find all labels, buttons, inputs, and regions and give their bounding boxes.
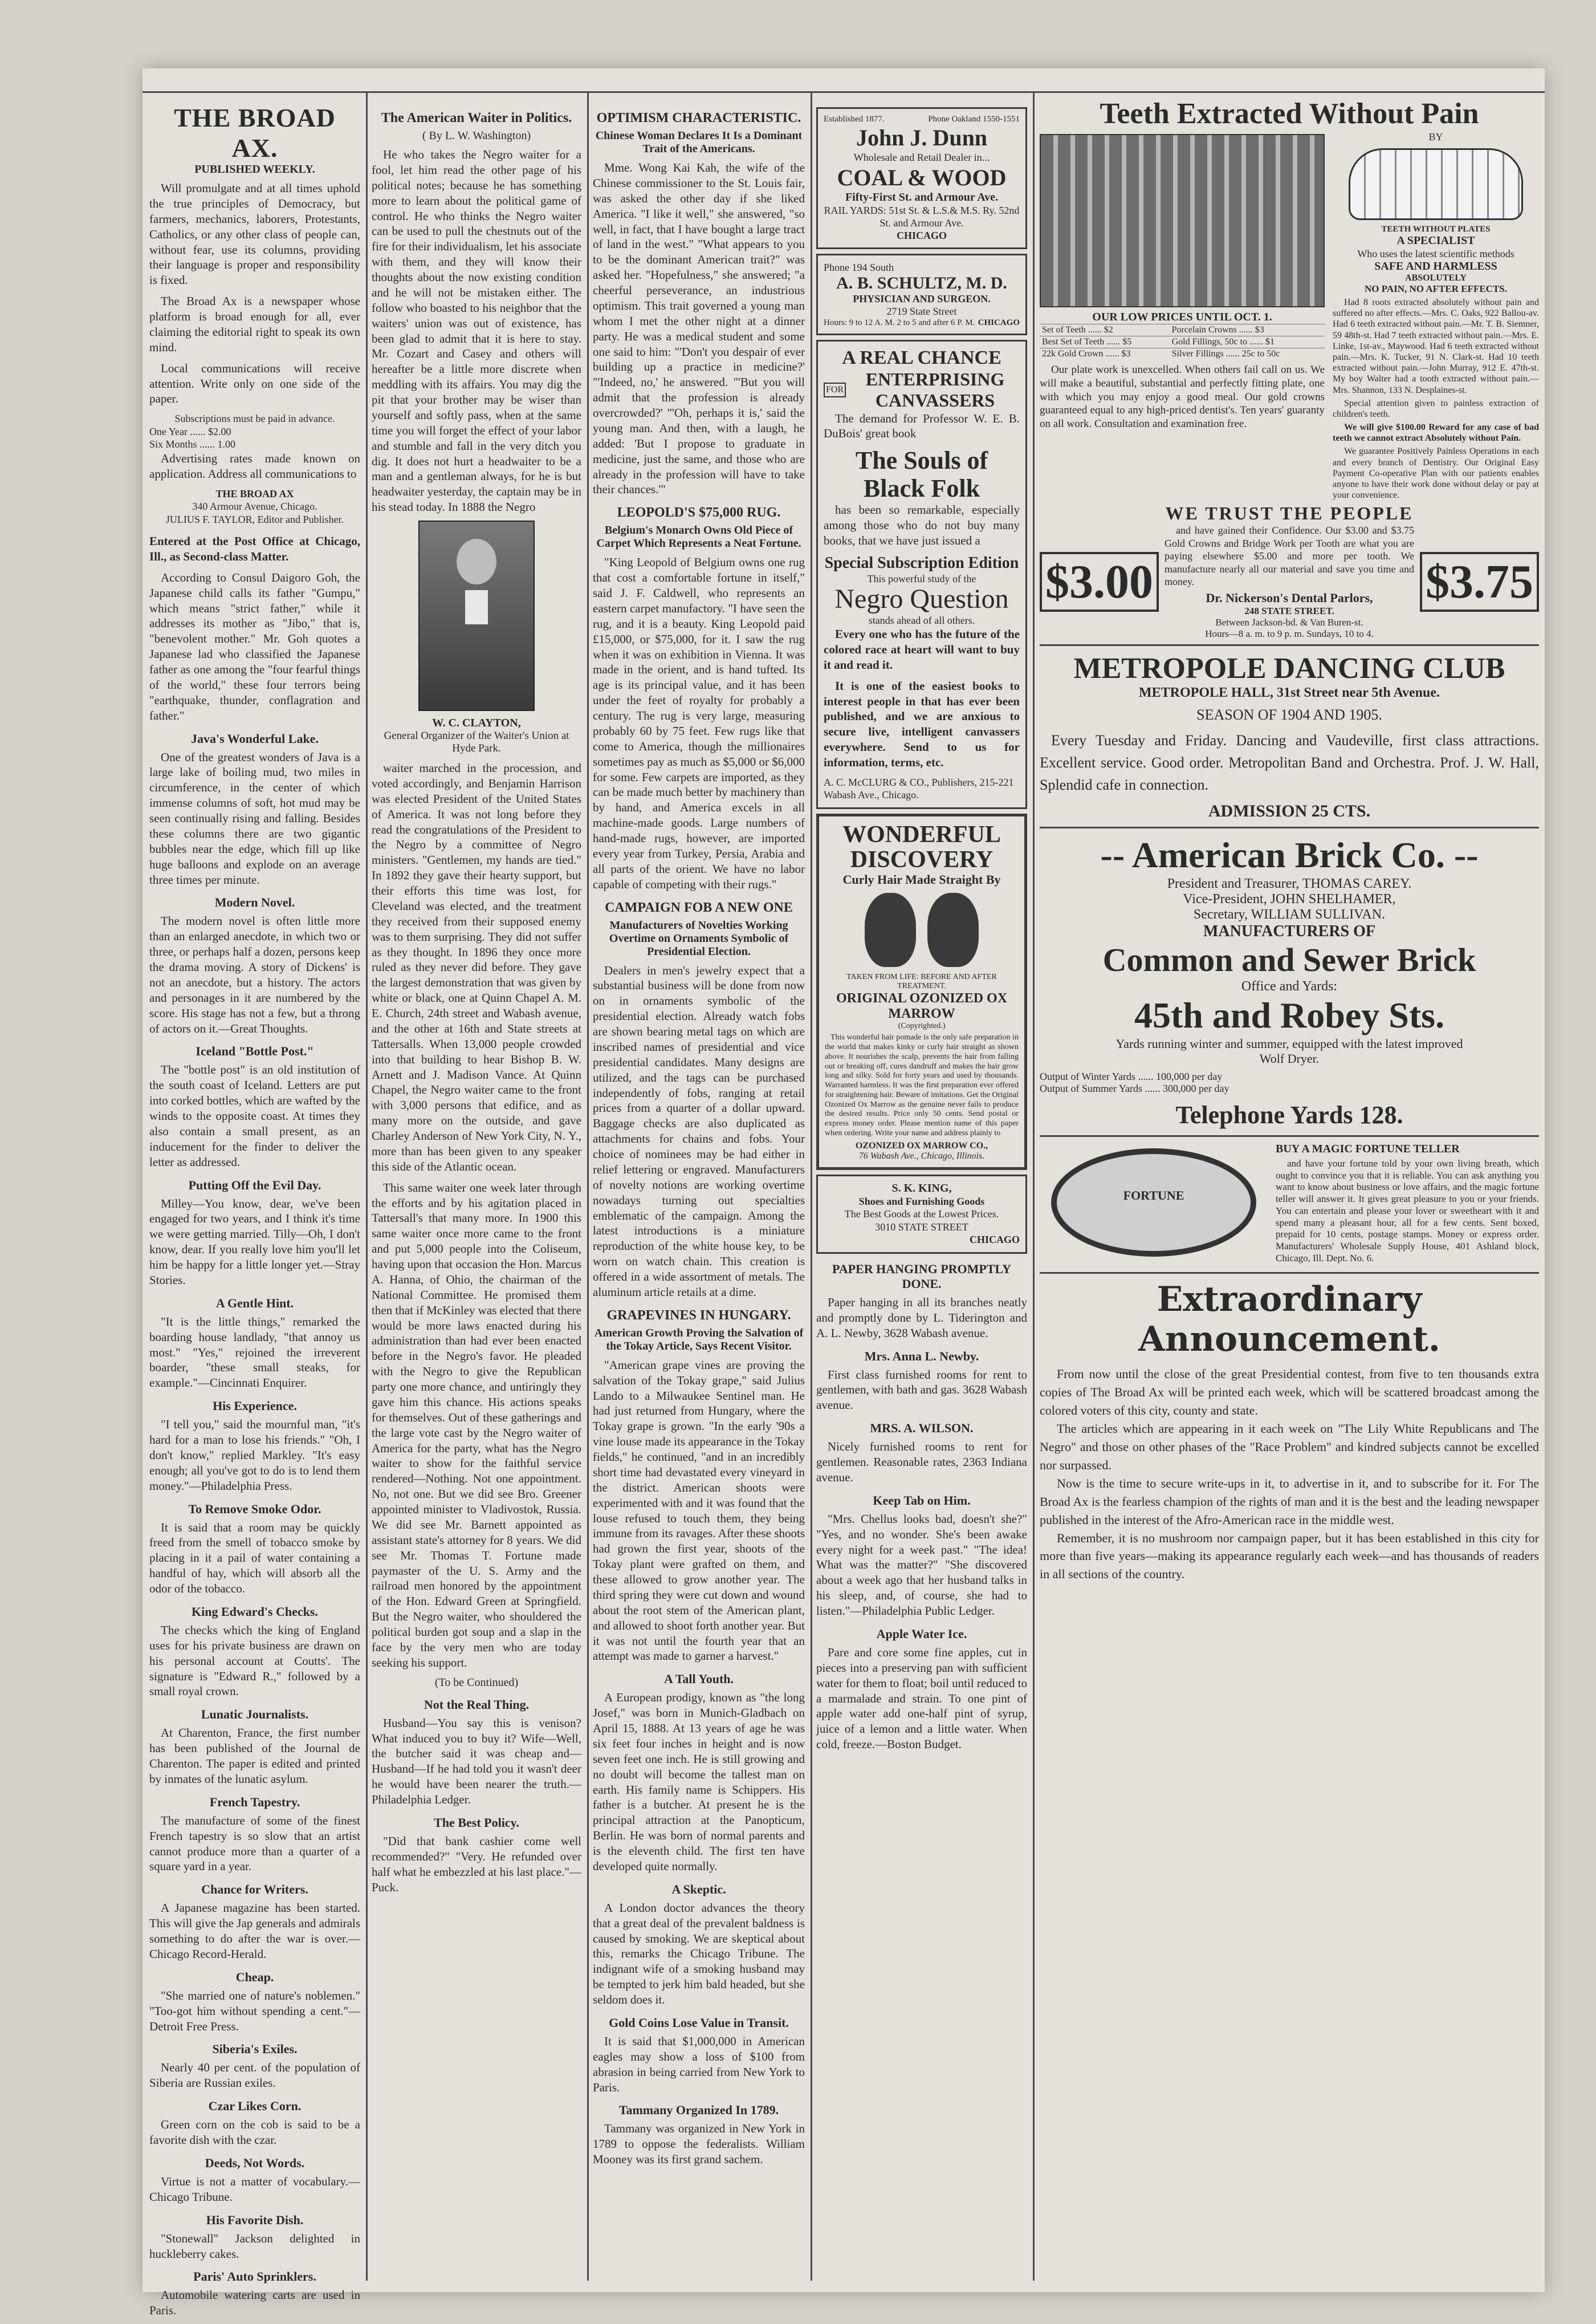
article-skeptic: A London doctor advances the theory that a great deal of the prevalent baldness is caused by smoking. We are skeptical about this, remarks the Chicago Tribune. The indignant wife of a smoking husband may be tempted to jerk him bald headed, but she seldom does it.: [593, 1900, 805, 2006]
article-evil: Milley—You know, dear, we've been engaged for two years, and I think it's time we were getting married. Tilly—Oh, I don't know, dear. If you really love him you'll let him be happy for a little longer yet.—Stray Stories.: [149, 1196, 360, 1287]
article-goh: According to Consul Daigoro Goh, the Japanese child calls its father "Gumpu," which means "strict father," while it addresses its mother as "Jibo," that is, "benevolent mother." Mr. Goh quotes a Japanese lad who classified the Japanese father as one among the "four fearful things of the world," these four terrors being "earthquake, thunder, conflagration and father.": [149, 570, 360, 722]
top-rule: [142, 91, 1545, 93]
teeth-uses: Who uses the latest scientific methods: [1357, 247, 1514, 259]
newspaper-page: [142, 68, 1545, 2318]
announcement-p1: From now until the close of the great Presidential contest, from five to ten thousands extra copies of The Broad Ax will be printed each week, which will be scattered broadcast among the colored voters of this city, county and state.: [1040, 1367, 1539, 1418]
article-paris: Automobile watering carts are used in Paris.: [149, 2288, 360, 2318]
ad-teeth: [1040, 97, 1539, 646]
teeth-low-prices: OUR LOW PRICES UNTIL OCT. 1.: [1092, 311, 1272, 323]
headline-lunatic: Lunatic Journalists.: [201, 1707, 309, 1722]
wonder-sub: Curly Hair Made Straight By: [842, 872, 1001, 887]
article-waiter-p3: This same waiter one week later through the efforts and by his agitation placed in Tattersall's that many more. In 1900 this same waiter once more came to the front and put 5,000 people into the Coliseum, having upon that occasion the Hon. Marcus A. Hanna, of Ohio, the chairman of the National Committee. He promised them then that if McKinley was elected that there would be more laws enacted during his administration than had ever been enacted before in the Negro's favor. He pleaded with the Negro to give the Republican party one more chance, and untiringly they gave him this chance. His actions speaks for themselves. Out of these gatherings and the large vote cast by the Negro waiter of America for the party, what has the Negro waiter to show for the faithful service rendered—Nothing. Not one appointment. No, not one. But we did see Bro. Greener appointed minister to Vladivostok, Russia. We did see Mr. Barnett appointed as assistant state's attorney for 8 years. We did see Mr. Thomas T. Fortune made paymaster of the U. S. Army and the railroad men honored by the appointment of the Hon. Edward Green at Springfield. But the Negro waiter, who shouldered the political burden got soup and a slap in the face by the very men who are today seeking his support.: [372, 1180, 581, 1669]
teeth-reward: We will give $100.00 Reward for any case of bad teeth we cannot extract Absolutely without Pain.: [1333, 422, 1539, 444]
article-lunatic: At Charenton, France, the first number has been published of the Journal de Charenton. The paper is edited and printed by inmates of the lunatic asylum.: [149, 1726, 360, 1786]
brick-yards: Yards running winter and summer, equipped with the latest improved Wolf Dryer.: [1115, 1036, 1463, 1066]
souls-title: The Souls of Black Folk: [855, 446, 988, 502]
dunn-established: Established 1877.: [824, 115, 885, 124]
headline-newby: Mrs. Anna L. Newby.: [864, 1348, 979, 1363]
headline-tammany: Tammany Organized In 1789.: [618, 2103, 779, 2118]
headline-smoke: To Remove Smoke Odor.: [188, 1501, 321, 1516]
price-cell: Best Set of Teeth ...... $5: [1040, 336, 1170, 348]
brick-vp: Vice-President, JOHN SHELHAMER,: [1183, 891, 1396, 907]
announcement-p2: The articles which are appearing in it each week on "The Lily White Republicans and The Negro" and those on other phases of the "Race Problem" and kindred subjects cannot be excelled nor surpassed.: [1040, 1421, 1539, 1472]
article-tab: "Mrs. Chellus looks bad, doesn't she?" "Yes, and no wonder. She's been awake every night for a week past." "The idea! What was the matter?" "She discovered about a week ago that her husband talks in his sleep, and, of course, she had to listen."—Philadelphia Public Ledger.: [816, 1512, 1027, 1618]
fortune-text-wrap: [1276, 1143, 1539, 1267]
article-tammany: Tammany was organized in New York in 1789 to oppose the federalists. William Mooney was its first grand sachem.: [593, 2122, 805, 2167]
announcement-headline: Extraordinary Announcement.: [1138, 1279, 1440, 1360]
portrait-image: [418, 521, 535, 711]
subhead-grape: American Growth Proving the Salvation of the Tokay Article, Says Recent Visitor.: [594, 1326, 804, 1352]
price-cell: Porcelain Crowns ...... $3: [1170, 324, 1325, 336]
headline-hint: A Gentle Hint.: [215, 1295, 294, 1310]
headline-ice: Apple Water Ice.: [876, 1626, 967, 1641]
headline-wilson: MRS. A. WILSON.: [870, 1421, 974, 1436]
rate-one-year: One Year ...... $2.00: [149, 425, 231, 437]
column-3: [593, 103, 805, 2281]
dunn-name: John J. Dunn: [856, 125, 988, 151]
ad-metropole: [1040, 646, 1539, 828]
subhead-rug: Belgium's Monarch Owns Old Piece of Carpet Which Represents a Neat Fortune.: [596, 524, 801, 550]
before-after-image: [825, 893, 1019, 967]
article-ice: Pare and core some fine apples, cut in pieces into a preserving pan with sufficient water for them to float; boil until reduced to a marmalade and strain. To one pint of apple water add one-half pint of syrup, juice of a lemon and a little water. When cold, freeze.—Boston Budget.: [816, 1645, 1027, 1752]
schultz-name: A. B. SCHULTZ, M. D.: [836, 274, 1007, 292]
ad-king: [816, 1175, 1027, 1254]
article-java: One of the greatest wonders of Java is a large lake of boiling mud, two miles in circumference, in the center of which immense columns of soft, hot mud may be seen continually rising and falling. Besides these columns there are two gigantic bubbles near the edge, which fill up like huge balloons and explode on an average three times per minute.: [149, 750, 360, 887]
article-smoke: It is said that a room may be quickly freed from the smell of tobacco smoke by placing in it a pail of water containing a handful of hay, which will absorb all the odor of the tobacco.: [149, 1520, 360, 1595]
chance-headline: A REAL CHANCE: [842, 347, 1001, 368]
brick-manufacturers: MANUFACTURERS OF: [1203, 922, 1376, 940]
dunn-coal: COAL & WOOD: [837, 164, 1007, 190]
article-experience: "I tell you," said the mournful man, "it's hard for a man to lose his friends." "Oh, I don't know," replied Markley. "It's easy enough; all you've got to do is to lend them money."—Philadelphia Press.: [149, 1417, 360, 1493]
wonder-text: This wonderful hair pomade is the only safe preparation in the world that makes kinky or curly hair straight as shown above. It nourishes the scalp, prevents the hair from falling out or breaking off, cures dandruff and makes the hair grow long and silky. Sold for forty years and used by thousands. Warranted harmless. It was the first preparation ever offered for straightening hair. Beware of imitations. Get the Original Ozonized Ox Marrow as the genuine never fails to produce the desired results. Price only 50 cents. Send postal or express money order. Please mention name of this paper when ordering. Write your name and address plainly to: [825, 1033, 1019, 1138]
teeth-absolutely: ABSOLUTELY: [1405, 273, 1467, 283]
nickerson-name: Dr. Nickerson's Dental Parlors,: [1206, 590, 1373, 605]
headline-cheap: Cheap.: [235, 1969, 274, 1984]
article-iceland: The "bottle post" is an old institution of the south coast of Iceland. Letters are put into corked bottles, which are wafted by the winds to the opposite coast. At times they also contain a small present, as an inducement for the finder to deliver the letter as addressed.: [149, 1063, 360, 1169]
article-siberia: Nearly 40 per cent. of the population of Siberia are Russian exiles.: [149, 2061, 360, 2090]
column-1: [149, 103, 360, 2318]
headline-campaign: CAMPAIGN FOB A NEW ONE: [605, 900, 793, 915]
article-novel: The modern novel is often little more than an enlarged anecdote, in which two or three, or perhaps half a dozen, persons keep the drama moving. A story of Dickens' is not an anecdote, but a history. The actors and personages in it are numbered by the score. His stage has not a few, but a throng of actors on it.—Great Thoughts.: [149, 914, 360, 1035]
wonder-address: 76 Wabash Ave., Chicago, Illinois.: [858, 1151, 985, 1161]
headline-tapestry: French Tapestry.: [209, 1794, 300, 1809]
article-wilson: Nicely furnished rooms to rent for gentlemen. Reasonable rates, 2363 Indiana avenue.: [816, 1440, 1027, 1484]
ad-schultz: [816, 254, 1027, 335]
headline-grape: GRAPEVINES IN HUNGARY.: [606, 1307, 791, 1323]
column-rule: [1033, 91, 1035, 2281]
brick-address: 45th and Robey Sts.: [1134, 994, 1445, 1035]
brick-headline: -- American Brick Co. --: [1100, 834, 1479, 875]
nickerson-hours: Hours—8 a. m. to 9 p. m. Sundays, 10 to 4.: [1205, 628, 1374, 639]
announcement: [1040, 1274, 1539, 1589]
wonder-company: OZONIZED OX MARROW CO.,: [855, 1140, 988, 1151]
announcement-p3: Now is the time to secure write-ups in it, to advertise in it, and to subscribe for it. For The Broad Ax is the fearless champion of the rights of man and it is the best and the leading newspaper published in the interest of the Afro-American race in the middle west.: [1040, 1476, 1539, 1527]
headline-dish: His Favorite Dish.: [206, 2212, 304, 2227]
price-cell: Set of Teeth ...... $2: [1040, 324, 1170, 336]
headline-waiter: The American Waiter in Politics.: [381, 111, 572, 125]
king-desc: Shoes and Furnishing Goods: [858, 1195, 985, 1207]
mcclurg-address: A. C. McCLURG & CO., Publishers, 215-221 Wabash Ave., Chicago.: [824, 776, 1014, 801]
nickerson-address: 248 STATE STREET.: [1244, 605, 1334, 616]
article-cheap: "She married one of nature's noblemen." "Too-got him without spending a cent."—Detroit Free Press.: [149, 1988, 360, 2033]
article-policy: "Did that bank cashier come well recommended?" "Very. He refunded over half what he embezzled at his last place."—Puck.: [372, 1834, 581, 1894]
column-5: [1040, 97, 1539, 2281]
column-2: [372, 103, 581, 2281]
schultz-phone: Phone 194 South: [824, 261, 894, 273]
ad-dunn: [816, 107, 1027, 249]
article-king: The checks which the king of England uses for his private business are drawn on his personal account at Coutts'. The signature is "Edward R.," followed by a small royal crown.: [149, 1623, 360, 1699]
editor-line: JULIUS F. TAYLOR, Editor and Publisher.: [165, 513, 344, 525]
masthead-subtitle: PUBLISHED WEEKLY.: [194, 163, 315, 176]
wonder-headline: WONDERFUL DISCOVERY: [842, 821, 1001, 873]
fortune-text: and have your fortune told by your own living breath, which ought to convince you that it is reliable. You can ask anything you want to know about business or love affairs, and the magic fortune teller will answer it. It gives great pleasure to you or your friends. You can entertain and please your lover or sweetheart with it and spend many a pleasant hour, all for a few cents. Sent boxed, prepaid for 10 cents, postage stamps. Money or express order. Manufacturers' Wholesale Supply House, 401 Ashland block, Chicago, Ill. Dept. No. 6.: [1276, 1157, 1539, 1263]
headline-experience: His Experience.: [213, 1399, 297, 1413]
headline-tab: Keep Tab on Him.: [873, 1493, 971, 1508]
article-hint: "It is the little things," remarked the boarding house landlady, "that annoy us most." "Yes," rejoined the irreverent boarder, "these small steaks, for example."—Cincinnati Enquirer.: [149, 1314, 360, 1390]
negro-text: stands ahead of all others.: [868, 614, 975, 626]
article-newby: First class furnished rooms for rent to gentlemen, with bath and gas. 3628 Wabash avenue.: [816, 1367, 1027, 1412]
dunn-wholesale: Wholesale and Retail Dealer in...: [853, 152, 990, 163]
dance-admission: ADMISSION 25 CTS.: [1208, 801, 1371, 820]
column-4: [816, 103, 1027, 2281]
trust-headline: WE TRUST THE PEOPLE: [1165, 503, 1414, 524]
byline-waiter: ( By L. W. Washington): [422, 129, 531, 142]
wonder-taken: TAKEN FROM LIFE: BEFORE AND AFTER TREATMENT.: [846, 973, 997, 991]
article-writers: A Japanese magazine has been started. This will give the Jap generals and admirals something to do after the war is over.—Chicago Record-Herald.: [149, 1901, 360, 1961]
article-czar: Green corn on the cob is said to be a favorite dish with the czar.: [149, 2118, 360, 2147]
king-address: 3010 STATE STREET: [875, 1221, 968, 1233]
schultz-hours: Hours: 9 to 12 A. M. 2 to 5 and after 6 P. M.: [824, 318, 975, 327]
publisher-name: THE BROAD AX: [215, 487, 294, 499]
portrait-caption: W. C. CLAYTON,: [432, 717, 521, 729]
dance-text: Every Tuesday and Friday. Dancing and Vaudeville, first class attractions. Excellent service. Good order. Metropolitan Band and Orchestra. Prof. J. W. Hall, Splendid cafe in connection.: [1040, 732, 1539, 793]
headline-evil: Putting Off the Evil Day.: [188, 1177, 321, 1192]
wonder-copyright: (Copyrighted.): [898, 1022, 946, 1031]
headline-policy: The Best Policy.: [434, 1815, 519, 1830]
trust-text: and have gained their Confidence. Our $3.00 and $3.75 Gold Crowns and Bridge Work per Tooth are what you are paying elsewhere $5.00 and more per tooth. We manufacture nearly all our material and save you time and money.: [1165, 525, 1414, 588]
chance-text: The demand for Professor W. E. B. DuBois' great book: [824, 411, 1020, 441]
fortune-image-wrap: [1040, 1143, 1268, 1267]
article-waiter-p2: waiter marched in the procession, and voted accordingly, and Benjamin Harrison was elected President of the United States of America. It was not long before they read the congratulations of the President to the Negro by a committee of Negro ministers. "Gentlemen, my hands are tied." In 1892 they gave their hearty support, but their efforts this time was lost, for Cleveland was elected, and the treatment they received from their supposed enemy was to them surprising. They did not suffer as they thought. In 1896 they once more ruled as they never did before. They gave the largest demonstration that was given by white or black, one at Quinn Chapel A. M. E. Church, 24th street and Wabash avenue, and the other at 16th and State streets at Tattersalls. When 13,000 people crowded into that building to hear Bishop B. W. Arnett and J. Madison Vance. At Quinn Chapel, the Negro waiter came to the front with 3,000 persons that edifice, and as many more on the outside, and gave Charley Anderson of New York City, N. Y., more than has been given to any speaker this side of the Atlantic ocean.: [372, 761, 581, 1173]
article-waiter-p1: He who takes the Negro waiter for a fool, let him read the other page of his political notes; because he has something more to learn about the political game of control. He who thinks the Negro waiter can be used to pull the chestnuts out of the fire for their individualism, let his associate with them, and they will know their thoughts about the now existing condition and he will not be mistaken either. The follow who boasted to his neighbor that the waiters' union was out of existence, has been glad to admit that it is here to stay. Mr. Cozart and Casey and others will hereafter be a little more discrete when meddling with its affairs. You may dig the pit that your brother may be wiser than yourself and softly pass, when at the same time you will forget the effect of your labor and stumble and fall in the very ditch you dig. It does not hurt a headwaiter to be a man and a gentleman always, for he is but headwaiter yesterday, the captain may be in his stead today. In 1888 the Negro: [372, 148, 581, 514]
portrait-head: [457, 539, 496, 584]
headline-czar: Czar Likes Corn.: [208, 2099, 302, 2114]
brick-phone: Telephone Yards 128.: [1175, 1100, 1403, 1129]
portrait-shirt: [465, 590, 488, 624]
teeth-nopain: NO PAIN, NO AFTER EFFECTS.: [1365, 283, 1507, 294]
masthead-intro: Will promulgate and at all times uphold the true principles of Democracy, but farmers, mechanics, laborers, Protestants, Catholics, or any other class of people can, without fear, use its columns, providing their language is proper and responsibility is fixed.: [149, 181, 360, 287]
dunn-city: CHICAGO: [896, 229, 947, 241]
teeth-right: [1333, 131, 1539, 503]
article-rug: "King Leopold of Belgium owns one rug that cost a comfortable fortune in itself," said J. F. Caldwell, who represents an eastern carpet manufactory. "I have seen the rug, and it is a beauty. King Leopold paid £15,000, or $75,000, for it. I saw the rug when it was on exhibition in Vienna. It was made in the orient, and is hand tufted. Its age is its principal value, and it has been under the feet of royalty for probably a century. The rug is very large, measuring probably 60 by 75 feet. Few rugs like that come to America, though the millionaires sometimes pay as much as $5,000 or $6,000 for some. Few carpets are imported, as they can be made much better by machinery than by hand, and America excels in all machine-made goods. Large numbers of hand-made rugs, however, are imported every year from Turkey, Persia, Arabia and all parts of the orient. We have no labor capable of competing with their rugs.": [593, 555, 805, 891]
headline-king: King Edward's Checks.: [192, 1604, 318, 1619]
headline-notreal: Not the Real Thing.: [424, 1697, 530, 1712]
energetic-text: It is one of the easiest books to interest people in that has ever been published, and we are anxious to secure live, intelligent canvassers everywhere. Send to us for information, terms, etc.: [824, 678, 1020, 770]
price-cell: Gold Fillings, 50c to ...... $1: [1170, 336, 1325, 348]
subhead-optimism: Chinese Woman Declares It Is a Dominant Trait of the Americans.: [595, 129, 803, 155]
headline-rug: LEOPOLD'S $75,000 RUG.: [617, 505, 781, 521]
price-cell: Silver Fillings ...... 25c to 50c: [1170, 348, 1325, 360]
face-after: [927, 893, 979, 967]
column-rule: [811, 91, 812, 2281]
teeth-guarantee: We guarantee Positively Painless Operations in each and every branch of Dentistry. Our Original Easy Payment Co-operative Plan with our patients enables anyone to have their work done without delay or pay at your convenience.: [1333, 446, 1539, 501]
announcement-p4: Remember, it is no mushroom nor campaign paper, but it has been established in this city for more than five years—making its appearance regularly each week—and has thousands of readers in all sections of the country.: [1040, 1530, 1539, 1582]
price-right: $3.75: [1420, 552, 1539, 612]
teeth-logo-icon: [1349, 148, 1523, 220]
masthead-notice: The Broad Ax is a newspaper whose platform is broad enough for all, ever claiming the editorial right to speak its own mind.: [149, 294, 360, 354]
schultz-city: CHICAGO: [978, 318, 1020, 327]
price-cell: 22k Gold Crown ...... $3: [1040, 348, 1170, 360]
king-text: The Best Goods at the Lowest Prices.: [844, 1208, 999, 1220]
masthead-subscriptions: Subscriptions must be paid in advance.: [174, 413, 335, 425]
teeth-left: [1040, 131, 1325, 503]
price-left: $3.00: [1040, 552, 1159, 612]
column-rule: [587, 91, 589, 2281]
price-table: [1040, 324, 1325, 360]
headline-deeds: Deeds, Not Words.: [205, 2155, 305, 2170]
brick-secretary: Secretary, WILLIAM SULLIVAN.: [1193, 907, 1386, 922]
fortune-headline: BUY A MAGIC FORTUNE TELLER: [1276, 1142, 1460, 1155]
article-youth: A European prodigy, known as "the long Josef," was born in Munich-Gladbach on April 15, 1888. At 13 years of age he was six feet four inches in height and is now seven feet one inch. He is still growing and no doubt will become the tallest man on earth. His family name is Schippers. His father is a butcher. At present he is the principal attraction at the Panopticum, Berlin. He was born of normal parents and is the eleventh child. The first ten have developed quite normally.: [593, 1691, 805, 1873]
special-edition: Special Subscription Edition: [824, 554, 1019, 572]
dunn-address: Fifty-First St. and Armour Ave.: [845, 190, 999, 204]
brick-office: Office and Yards:: [1241, 978, 1338, 994]
article-dish: "Stonewall" Jackson delighted in huckleberry cakes.: [149, 2231, 360, 2261]
masthead-advertising: Advertising rates made known on application. Address all communications to: [149, 451, 360, 481]
headline-writers: Chance for Writers.: [201, 1882, 308, 1897]
dance-headline: METROPOLE DANCING CLUB: [1073, 652, 1505, 685]
negro-question: Negro Question: [834, 584, 1009, 615]
headline-paris: Paris' Auto Sprinklers.: [193, 2269, 316, 2284]
bowl-label: FORTUNE: [1123, 1188, 1184, 1202]
rate-six-months: Six Months ...... 1.00: [149, 438, 236, 450]
ad-ox-marrow: [816, 814, 1027, 1170]
special-text: This powerful study of the: [867, 572, 976, 584]
article-tapestry: The manufacture of some of the finest French tapestry is so slow that an artist cannot produce more than a quarter of a square yard in a year.: [149, 1813, 360, 1874]
trust-body: [1165, 524, 1414, 640]
ad-mcclurg: [816, 340, 1027, 809]
brick-winter: Output of Winter Yards ...... 100,000 per day: [1040, 1070, 1223, 1082]
dance-season: SEASON OF 1904 AND 1905.: [1196, 706, 1382, 723]
headline-novel: Modern Novel.: [214, 895, 295, 910]
teeth-specialist: A SPECIALIST: [1396, 234, 1475, 247]
to-be-continued: (To be Continued): [434, 1676, 519, 1689]
portrait-caption-sub: General Organizer of the Waiter's Union at Hyde Park.: [384, 730, 569, 754]
column-rule: [366, 91, 368, 2281]
masthead-local: Local communications will receive attention. Write only on one side of the paper.: [149, 361, 360, 406]
article-deeds: Virtue is not a matter of vocabulary.—Chicago Tribune.: [149, 2174, 360, 2204]
brick-summer: Output of Summer Yards ...... 300,000 per day: [1040, 1082, 1229, 1094]
dance-hall: METROPOLE HALL, 31st Street near 5th Avenue.: [1139, 685, 1440, 700]
brick-president: President and Treasurer, THOMAS CAREY.: [1167, 876, 1412, 891]
headline-iceland: Iceland "Bottle Post.": [196, 1044, 314, 1059]
article-gold: It is said that $1,000,000 in American eagles may show a loss of $100 from abrasion in being carried from New York to Paris.: [593, 2034, 805, 2094]
fortune-bowl-icon: [1051, 1148, 1256, 1257]
headline-java: Java's Wonderful Lake.: [191, 731, 319, 746]
king-name: S. K. KING,: [891, 1181, 952, 1194]
dunn-rail: RAIL YARDS: 51st St. & L.S.& M.S. Ry. 52nd St. and Armour Ave.: [824, 204, 1020, 229]
schultz-address: 2719 State Street: [886, 306, 957, 317]
ad-fortune: [1040, 1137, 1539, 1274]
article-notreal: Husband—You say this is venison? What induced you to buy it? Wife—Well, the butcher said it was cheap and— Husband—If he had told you it wasn't deer he would have been nearer the truth.—Philadelphia Ledger.: [372, 1716, 581, 1806]
masthead-title: THE BROAD AX.: [174, 103, 336, 162]
article-grape: "American grape vines are proving the salvation of the Tokay grape," said Julius Lando to a Milwaukee Sentinel man. He had just returned from Hungary, where the Tokay grape is grown. "In the early '90s a vine louse made its appearance in the Tokay fields," he continued, "and in an incredibly short time had devastated every vineyard in the district. American shoots were experimented with and it was found that the louse refused to touch them, they being immune from its ravages. After these shoots had grown the first year, shoots of the Tokay plant were grafted on them, and these allowed to grow another year. The third spring they were cut down and wound about the root stem of the American plant, and allowed to shoot forth another year. But it was not until the fourth year that an attempt was made to garner a harvest.": [593, 1358, 805, 1663]
subhead-campaign: Manufacturers of Novelties Working Overtime on Ornaments Symbolic of Presidential Election.: [609, 919, 789, 958]
teeth-safe: SAFE AND HARMLESS: [1374, 260, 1497, 273]
headline-youth: A Tall Youth.: [663, 1672, 734, 1687]
schultz-title: PHYSICIAN AND SURGEON.: [853, 293, 991, 304]
headline-skeptic: A Skeptic.: [671, 1882, 726, 1896]
article-optimism: Mme. Wong Kai Kah, the wife of the Chinese commissioner to the St. Louis fair, was asked the other day if she liked America. "I like it well," she answered, "so well, in fact, that I have bought a large tract of land in the west." "What appears to you to be the dominant American trait?" was asked her. "Hopefulness," she answered; "a cheerful perseverance, an industrious optimism. This trait governed a young man whom I met the other night at a dinner party. He was a medical student and some one said to him: "'Don't you despair of ever building up a practice in medicine?' "'Indeed, no,' he answered. "'But you will admit that the profession is already overcrowded?' "'Oh, perhaps it is,' said the young man. And then, with a laugh, he added: 'But I propose to graduate in medicine, just the same, and those who are already in the profession will have to take their chances.'": [593, 161, 805, 497]
article-paper-hanging: Paper hanging in all its branches neatly and promptly done by L. Tiderington and A. L. Newby, 3628 Wabash avenue.: [816, 1295, 1027, 1340]
entered-notice: Entered at the Post Office at Chicago, Ill., as Second-class Matter.: [149, 534, 360, 563]
teeth-testimonials: Had 8 roots extracted absolutely without pain and suffered no after effects.—Mrs. C. Oaks, 922 Ballou-av. Had 6 teeth extracted without pain.—Mr. T. B. Siemner, 59 48th-st. Had 7 teeth extracted without pain.—Mrs. E. Linke, 1st-av., Maywood. Had 6 teeth extracted without pain.—Mrs. K. Tucker, 91 N. Clark-st. Had 10 teeth extracted without pain.—John Murray, 912 E. 47th-st. My boy Walter had a tooth extracted without pain.—Mrs. Shannon, 133 N. Desplaines-st.: [1333, 298, 1539, 395]
brick-type: Common and Sewer Brick: [1102, 941, 1476, 978]
dunn-phone: Phone Oakland 1550-1551: [928, 115, 1020, 124]
teeth-by: BY: [1428, 131, 1443, 143]
chance-for: FOR: [824, 383, 846, 397]
teeth-plate-work: Our plate work is unexcelled. When others fail call on us. We will make a beautiful, substantial and perfectly fitting plate, one with which you may enjoy a good meal. Our gold crowns guaranteed equal to any high-priced dentist's. Ten years' guaranty on all work. Consultation and examination free.: [1040, 364, 1325, 430]
teeth-special-attention: Special attention given to painless extraction of children's teeth.: [1333, 398, 1539, 419]
teeth-logo-text: TEETH WITHOUT PLATES: [1381, 224, 1491, 234]
headline-optimism: OPTIMISM CHARACTERISTIC.: [596, 111, 801, 125]
headline-siberia: Siberia's Exiles.: [212, 2042, 298, 2057]
article-campaign: Dealers in men's jewelry expect that a substantial business will be done from now on in ornaments symbolic of the presidential election. Already watch fobs are shown bearing metal tags on which are inscribed names of presidential and vice presidential candidates. Many designs are utilized, and the tags can be purchased independently of fobs, ranging at retail prices from a quarter of a dollar upward. Baggage checks are also duplicated as attachments for chains and fobs. Your choice of nominees may be had either in relief lettering or engraved. Manufacturers of novelty notions are working overtime nowadays turning out specialties emblematic of the campaign. Among the latest introductions is a miniature reproduction of the white house key, to be worn on watch chain. This creation is offered in a wide assortment of metals. The aluminum article retails at a dime.: [593, 963, 805, 1299]
ad-brick: [1040, 828, 1539, 1137]
headline-paper-hanging: PAPER HANGING PROMPTLY DONE.: [832, 1261, 1012, 1291]
headline-gold: Gold Coins Lose Value in Transit.: [609, 2015, 789, 2030]
souls-text: has been so remarkable, especially among those who do not buy many books, that we have just issued a: [824, 503, 1020, 547]
publisher-address: 340 Armour Avenue, Chicago.: [192, 501, 317, 512]
face-before: [865, 893, 916, 967]
teeth-headline: Teeth Extracted Without Pain: [1100, 97, 1479, 130]
building-image: [1040, 134, 1325, 307]
future-text: Every one who has the future of the colored race at heart will want to buy it and read it.: [824, 627, 1020, 672]
king-city: CHICAGO: [969, 1234, 1020, 1246]
nickerson-between: Between Jackson-bd. & Van Buren-st.: [1215, 616, 1363, 628]
chance-canvassers: ENTERPRISING CANVASSERS: [865, 368, 1005, 411]
wonder-original: ORIGINAL OZONIZED OX MARROW: [836, 991, 1008, 1022]
